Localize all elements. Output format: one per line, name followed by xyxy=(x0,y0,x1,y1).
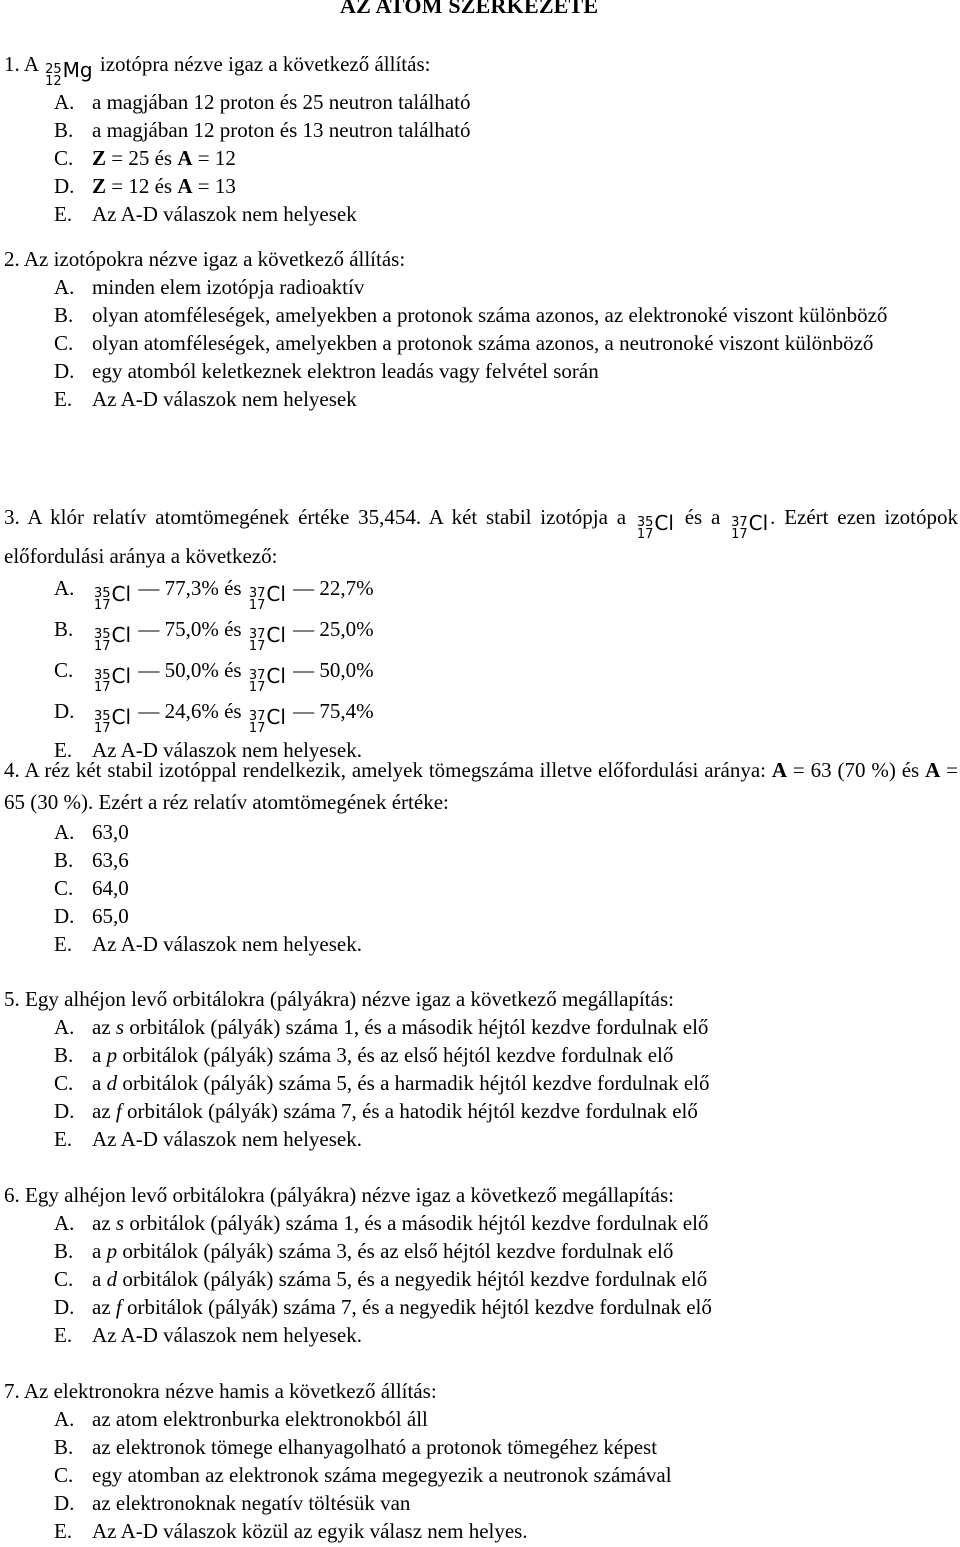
question-4-option-e[interactable]: E. Az A-D válaszok nem helyesek. xyxy=(54,932,362,956)
question-7-option-c[interactable]: C. egy atomban az elektronok száma megegyezik a neutronok számával xyxy=(54,1463,672,1487)
isotope-cl-35: 35 17 Cl xyxy=(636,511,674,542)
question-3-option-a[interactable]: A. 35 17 Cl — 77,3% és 37 17 Cl — 22,7% xyxy=(54,576,374,613)
question-5-option-c[interactable]: C. a d orbitálok (pályák) száma 5, és a harmadik héjtól kezdve fordulnak elő xyxy=(54,1071,710,1095)
question-2-option-e[interactable]: E. Az A-D válaszok nem helyesek xyxy=(54,387,357,411)
question-5-option-d[interactable]: D. az f orbitálok (pályák) száma 7, és a hatodik héjtól kezdve fordulnak elő xyxy=(54,1099,698,1123)
isotope-cl-37: 37 17 Cl xyxy=(731,511,769,542)
question-2-option-d[interactable]: D. egy atomból keletkeznek elektron leadás vagy felvétel során xyxy=(54,359,599,383)
question-5-option-e[interactable]: E. Az A-D válaszok nem helyesek. xyxy=(54,1127,362,1151)
question-6-option-d[interactable]: D. az f orbitálok (pályák) száma 7, és a negyedik héjtól kezdve fordulnak elő xyxy=(54,1295,712,1319)
question-4-option-a[interactable]: A. 63,0 xyxy=(54,820,129,844)
question-7-option-e[interactable]: E. Az A-D válaszok közül az egyik válasz nem helyes. xyxy=(54,1519,528,1543)
question-1-option-e[interactable]: E. Az A-D válaszok nem helyesek xyxy=(54,202,357,226)
question-6-option-c[interactable]: C. a d orbitálok (pályák) száma 5, és a negyedik héjtól kezdve fordulnak elő xyxy=(54,1267,708,1291)
question-6-option-a[interactable]: A. az s orbitálok (pályák) száma 1, és a második héjtól kezdve fordulnak elő xyxy=(54,1211,709,1235)
question-4-stem: 4. A réz két stabil izotóppal rendelkezik, amelyek tömegszáma illetve előfordulási aránya: A = 63 (70 %) és A = 65 (30 %). Ezért a réz relatív atomtömegének értéke: xyxy=(4,758,958,814)
question-2-option-c[interactable]: C. olyan atomféleségek, amelyekben a protonok száma azonos, a neutronoké viszont különböző xyxy=(54,331,874,355)
question-5-option-a[interactable]: A. az s orbitálok (pályák) száma 1, és a második héjtól kezdve fordulnak elő xyxy=(54,1015,709,1039)
question-3-option-d[interactable]: D. 35 17 Cl — 24,6% és 37 17 Cl — 75,4% xyxy=(54,699,374,736)
isotope-mg-25: 25 12 Mg xyxy=(45,58,93,89)
question-6-option-e[interactable]: E. Az A-D válaszok nem helyesek. xyxy=(54,1323,362,1347)
question-4-option-c[interactable]: C. 64,0 xyxy=(54,876,129,900)
question-3 xyxy=(4,502,958,765)
question-1-option-c[interactable]: C. Z = 25 és A = 12 xyxy=(54,146,236,170)
question-6-stem: 6. Egy alhéjon levő orbitálokra (pályákra) nézve igaz a következő megállapítás: xyxy=(4,1183,674,1207)
question-7-stem: 7. Az elektronokra nézve hamis a következő állítás: xyxy=(4,1379,437,1403)
question-2-option-b[interactable]: B. olyan atomféleségek, amelyekben a protonok száma azonos, az elektronoké viszont különböző xyxy=(54,303,888,327)
question-7 xyxy=(4,1377,958,1545)
question-5 xyxy=(4,985,958,1153)
question-1-option-d[interactable]: D. Z = 12 és A = 13 xyxy=(54,174,236,198)
question-1 xyxy=(4,50,958,228)
question-1-suffix: izotópra nézve igaz a következő állítás: xyxy=(99,52,431,76)
question-1-stem xyxy=(4,50,958,88)
question-3-option-b[interactable]: B. 35 17 Cl — 75,0% és 37 17 Cl — 25,0% xyxy=(54,617,374,654)
question-5-stem: 5. Egy alhéjon levő orbitálokra (pályákra) nézve igaz a következő megállapítás: xyxy=(4,987,674,1011)
question-6 xyxy=(4,1181,958,1349)
question-5-option-b[interactable]: B. a p orbitálok (pályák) száma 3, és az első héjtól kezdve fordulnak elő xyxy=(54,1043,674,1067)
question-2-stem: 2. Az izotópokra nézve igaz a következő állítás: xyxy=(4,247,406,271)
question-4-option-b[interactable]: B. 63,6 xyxy=(54,848,129,872)
question-3-option-c[interactable]: C. 35 17 Cl — 50,0% és 37 17 Cl — 50,0% xyxy=(54,658,374,695)
question-7-option-a[interactable]: A. az atom elektronburka elektronokból áll xyxy=(54,1407,428,1431)
question-3-option-e[interactable]: E. Az A-D válaszok nem helyesek. xyxy=(54,738,362,762)
question-4-option-d[interactable]: D. 65,0 xyxy=(54,904,129,928)
question-1-option-b[interactable]: B. a magjában 12 proton és 13 neutron található xyxy=(54,118,471,142)
question-6-option-b[interactable]: B. a p orbitálok (pályák) száma 3, és az első héjtól kezdve fordulnak elő xyxy=(54,1239,674,1263)
question-7-option-d[interactable]: D. az elektronoknak negatív töltésük van xyxy=(54,1491,411,1515)
question-4 xyxy=(4,754,958,958)
question-2 xyxy=(4,245,958,413)
question-1-option-a[interactable]: A. a magjában 12 proton és 25 neutron található xyxy=(54,90,471,114)
page-title: AZ ATOM SZERKEZETE xyxy=(340,0,599,18)
question-2-option-a[interactable]: A. minden elem izotópja radioaktív xyxy=(54,275,365,299)
question-3-stem: 3. A klór relatív atomtömegének értéke 35,454. A két stabil izotópja a 35 17 Cl és a 37 17 Cl. Ezért ezen izotópok előfordulási aránya a következő: xyxy=(4,505,958,568)
question-1-prefix: 1. A xyxy=(4,52,38,76)
question-7-option-b[interactable]: B. az elektronok tömege elhanyagolható a protonok tömegéhez képest xyxy=(54,1435,658,1459)
